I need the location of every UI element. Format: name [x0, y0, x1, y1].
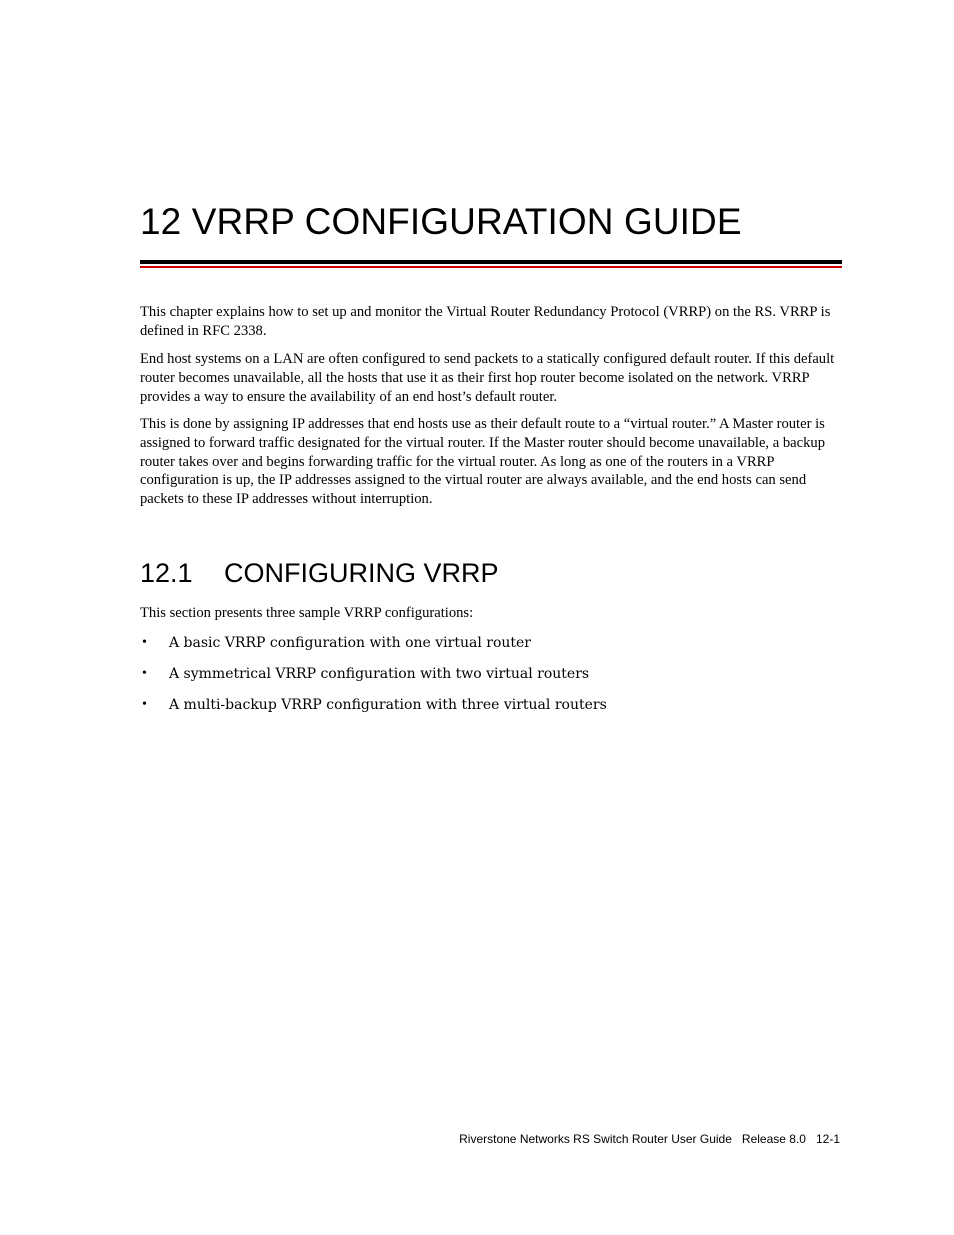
bullet-icon: • [142, 666, 147, 681]
title-rule-red [140, 266, 842, 268]
section-intro: This section presents three sample VRRP configurations: [140, 605, 474, 621]
bullet-icon: • [142, 697, 147, 712]
intro-paragraph-3: This is done by assigning IP addresses that end hosts use as their default route to a “virtual router.” A Master router is assigned to forward traffic designated for the virtual router. If the Master router should become unavailable, a backup router takes over and begins forwarding traffic for the virtual router. As long as one of the routers in a VRRP configuration is up, the IP addresses assigned to the virtual router are always available, and the end hosts can send packets to these IP addresses without interruption. [140, 416, 825, 508]
chapter-title: 12 VRRP CONFIGURATION GUIDE [140, 201, 742, 242]
bullet-icon: • [142, 635, 147, 650]
list-item-text: A multi-backup VRRP configuration with three virtual routers [169, 697, 607, 713]
footer-guide-title: Riverstone Networks RS Switch Router User Guide [459, 1132, 732, 1146]
list-item-text: A basic VRRP configuration with one virtual router [169, 635, 531, 651]
section-number: 12.1 [140, 558, 193, 588]
list-item-text: A symmetrical VRRP configuration with two virtual routers [169, 666, 590, 682]
configuration-list [140, 633, 842, 726]
section-title: CONFIGURING VRRP [224, 558, 499, 588]
intro-paragraph-1: This chapter explains how to set up and monitor the Virtual Router Redundancy Protocol (VRRP) on the RS. VRRP is defined in RFC 2338. [140, 304, 831, 339]
section-heading [140, 556, 499, 590]
list-item [140, 695, 842, 726]
title-rule-black [140, 260, 842, 264]
intro-paragraph-2: End host systems on a LAN are often configured to send packets to a statically configured default router. If this default router becomes unavailable, all the hosts that use it as their first hop router become isolated on the network. VRRP provides a way to ensure the availability of an end host’s default router. [140, 351, 835, 405]
list-item [140, 633, 842, 664]
footer-page-number: 12-1 [815, 1132, 840, 1146]
footer-release: Release 8.0 [741, 1132, 806, 1146]
list-item [140, 664, 842, 695]
page-footer [459, 1131, 840, 1147]
